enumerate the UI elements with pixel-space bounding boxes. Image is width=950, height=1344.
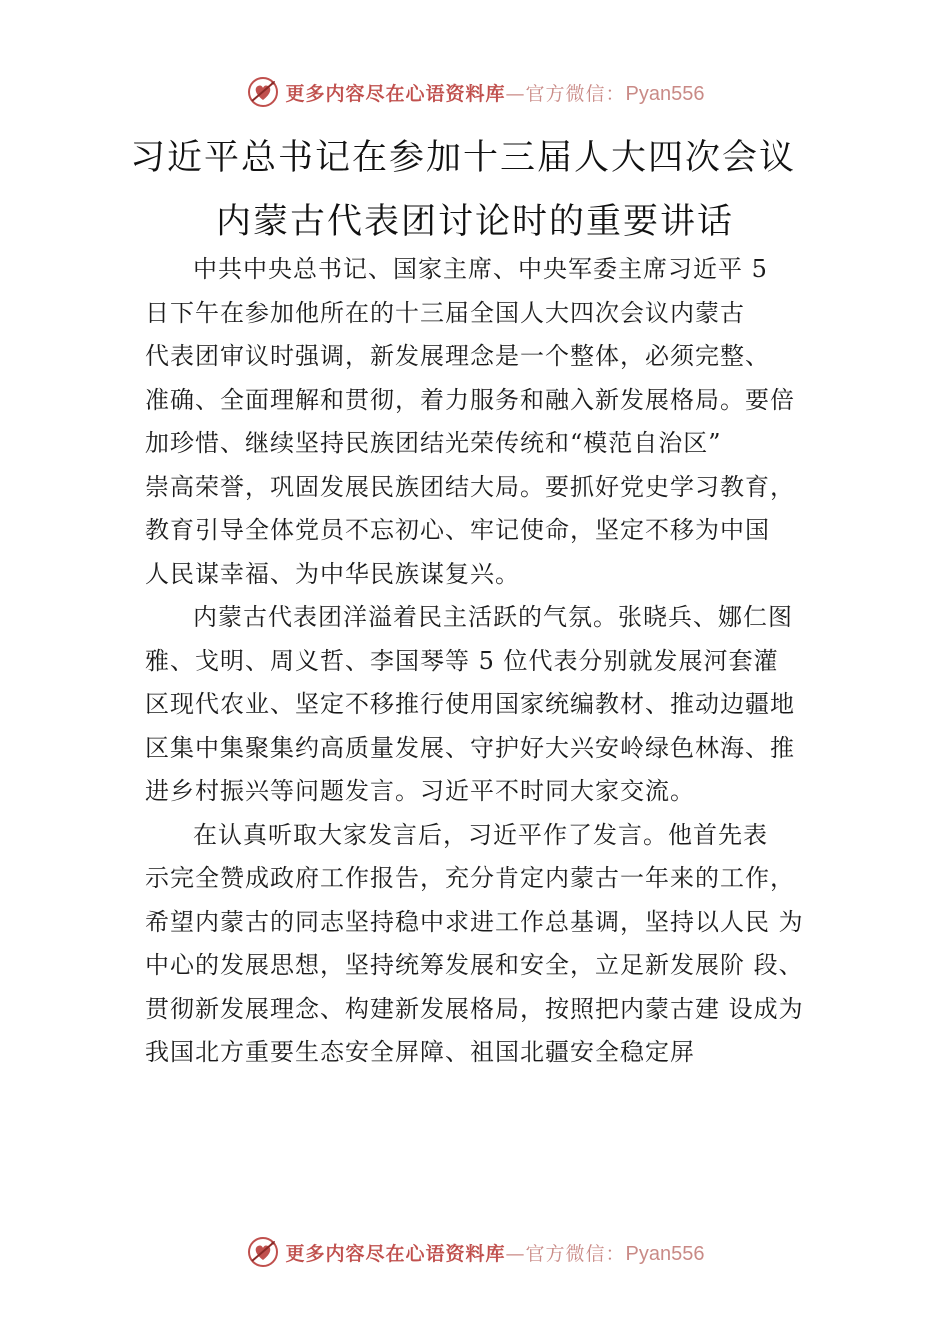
document-body (145, 248, 845, 1075)
watermark-separator: — (505, 1242, 526, 1265)
paragraph-3: 在认真听取大家发言后，习近平作了发言。他首先表 示完全赞成政府工作报告，充分肯定内蒙古一年来的工作， 希望内蒙古的同志坚持稳中求进工作总基调，坚持以人民 为 中心的发展思想，坚持统筹发展和安全，立足新发展阶 段、 贯彻新发展理念、构建新发展格局，按照把内蒙古建 设成为 我国北方重要生态安全屏障、祖国北疆安全稳定屏 (145, 820, 804, 1066)
watermark-text (286, 1239, 705, 1266)
watermark-contact-label: 官方微信： (525, 82, 626, 105)
watermark-text (286, 79, 705, 106)
paragraph-1: 中共中央总书记、国家主席、中央军委主席习近平 5 日下午在参加他所在的十三届全国人大四次会议内蒙古 代表团审议时强调，新发展理念是一个整体，必须完整、 准确、全面理解和贯彻，着力服务和融入新发展格局。要倍 加珍惜、继续坚持民族团结光荣传统和“模范自治区” 崇高荣誉，巩固发展民族团结大局。要抓好党史学习教育， 教育引导全体党员不忘初心、牢记使命，坚定不移为中国 人民谋幸福、为中华民族谋复兴。 (145, 255, 795, 588)
watermark-brand: 更多内容尽在心语资料库 (285, 1242, 506, 1265)
document-title-line-2: 内蒙古代表团讨论时的重要讲话 (215, 202, 734, 242)
watermark-contact-label: 官方微信： (525, 1242, 626, 1265)
document-title-line-1: 习近平总书记在参加十三届人大四次会议 (129, 138, 796, 178)
paragraph-2: 内蒙古代表团洋溢着民主活跃的气氛。张晓兵、娜仁图 雅、戈明、周义哲、李国琴等 5 位代表分别就发展河套灌 区现代农业、坚定不移推行使用国家统编教材、推动边疆地 区集中集聚集约高质量发展、守护好大兴安岭绿色林海、推 进乡村振兴等问题发言。习近平不时同大家交流。 (145, 603, 795, 805)
watermark-contact-id: Pyan556 (625, 1242, 705, 1265)
heart-logo-icon (246, 1235, 280, 1269)
watermark-separator: — (505, 82, 526, 105)
heart-logo-icon (246, 75, 280, 109)
header-watermark (0, 72, 950, 112)
watermark-brand: 更多内容尽在心语资料库 (285, 82, 506, 105)
watermark-contact-id: Pyan556 (625, 82, 705, 105)
footer-watermark (0, 1232, 950, 1272)
